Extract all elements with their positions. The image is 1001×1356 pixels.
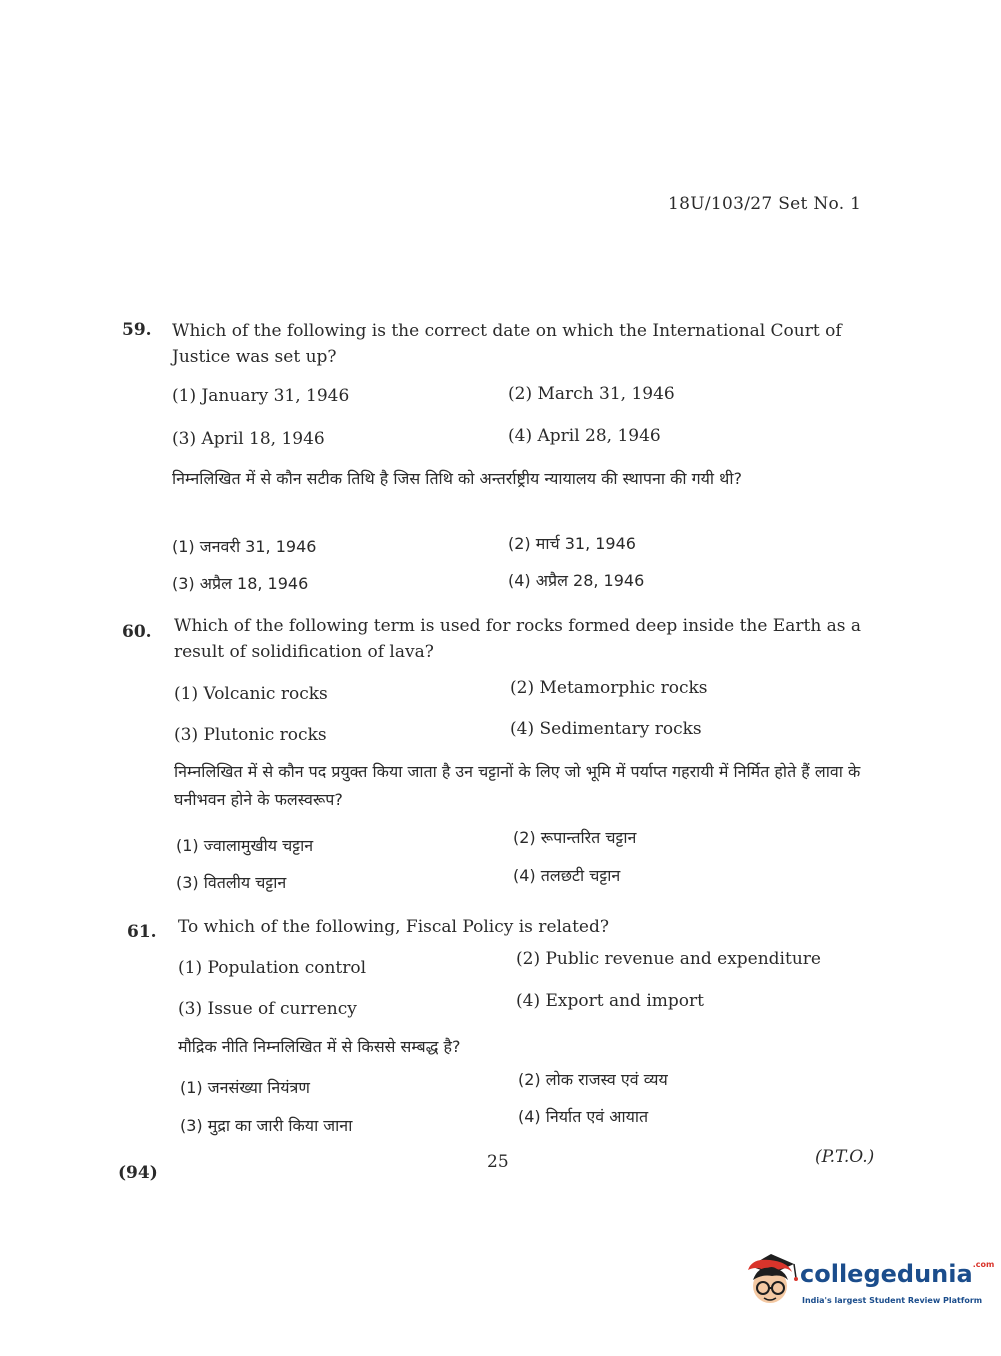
question-text-en: To which of the following, Fiscal Policy is related? xyxy=(178,917,609,937)
option-en: (3) Plutonic rocks xyxy=(174,725,327,745)
option-hi: (2) रूपान्तरित चट्टान xyxy=(513,828,637,847)
question-text-en: Which of the following term is used for rocks formed deep inside the Earth as a result of solidification of lava? xyxy=(174,616,862,662)
pto-note: (P.T.O.) xyxy=(815,1147,875,1167)
question-text-hi: निम्नलिखित में से कौन पद प्रयुक्त किया जाता है उन चट्टानों के लिए जो भूमि में पर्याप्त गहरायी में निर्मित होते हैं लावा के घनीभवन होने के फलस्वरूप? xyxy=(174,762,861,809)
logo-tagline: India's largest Student Review Platform xyxy=(802,1296,983,1305)
option-hi: (3) वितलीय चट्टान xyxy=(176,873,287,892)
option-en: (4) Export and import xyxy=(516,991,704,1011)
option-hi: (1) जनवरी 31, 1946 xyxy=(172,537,317,556)
question-number: 60. xyxy=(122,622,152,642)
option-hi: (3) मुद्रा का जारी किया जाना xyxy=(180,1116,353,1135)
option-en: (2) Metamorphic rocks xyxy=(510,678,708,698)
collegedunia-logo xyxy=(742,1246,995,1316)
question-number: 59. xyxy=(122,320,152,340)
question-text-hi: निम्नलिखित में से कौन सटीक तिथि है जिस तिथि को अन्तर्राष्ट्रीय न्यायालय की स्थापना की गयी थी? xyxy=(172,469,743,488)
option-hi: (2) लोक राजस्व एवं व्यय xyxy=(518,1070,668,1089)
question-text-hi: मौद्रिक नीति निम्नलिखित में से किससे सम्बद्ध है? xyxy=(178,1037,461,1056)
option-hi: (2) मार्च 31, 1946 xyxy=(508,534,636,553)
option-en: (4) Sedimentary rocks xyxy=(510,719,702,739)
option-en: (4) April 28, 1946 xyxy=(508,426,661,446)
option-hi: (4) निर्यात एवं आयात xyxy=(518,1107,649,1126)
option-hi: (3) अप्रैल 18, 1946 xyxy=(172,574,309,593)
question-text-en: Which of the following is the correct date on which the International Court of Justice was set up? xyxy=(172,321,842,367)
option-en: (1) Volcanic rocks xyxy=(174,684,328,704)
option-en: (2) March 31, 1946 xyxy=(508,384,675,404)
booklet-code: (94) xyxy=(118,1163,158,1183)
option-en: (1) Population control xyxy=(178,958,367,978)
option-en: (2) Public revenue and expenditure xyxy=(516,949,821,969)
option-en: (3) Issue of currency xyxy=(178,999,357,1019)
logo-wordmark: collegedunia$^{.com}$ xyxy=(800,1260,995,1288)
question-number: 61. xyxy=(127,922,157,942)
option-hi: (4) तलछटी चट्टान xyxy=(513,866,621,885)
option-hi: (1) ज्वालामुखीय चट्टान xyxy=(176,836,314,855)
set-code: 18U/103/27 Set No. 1 xyxy=(668,194,862,214)
option-en: (1) January 31, 1946 xyxy=(172,386,350,406)
mascot-icon xyxy=(742,1248,800,1310)
option-hi: (1) जनसंख्या नियंत्रण xyxy=(180,1078,310,1097)
page-number: 25 xyxy=(487,1152,509,1172)
option-hi: (4) अप्रैल 28, 1946 xyxy=(508,571,645,590)
option-en: (3) April 18, 1946 xyxy=(172,429,325,449)
